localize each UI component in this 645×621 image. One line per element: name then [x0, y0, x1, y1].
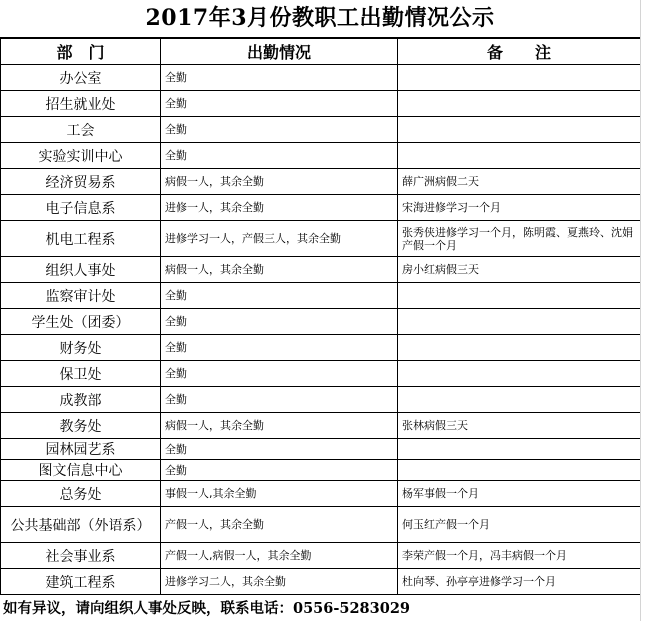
table-row	[1, 361, 641, 387]
dept-cell: 工会	[1, 117, 161, 143]
remarks-cell: 宋海进修学习一个月	[398, 195, 641, 221]
attendance-cell: 全勤	[161, 361, 398, 387]
remarks-cell: 何玉红产假一个月	[398, 507, 641, 543]
remarks-cell	[398, 439, 641, 460]
attendance-cell: 全勤	[161, 460, 398, 481]
dept-cell: 电子信息系	[1, 195, 161, 221]
dept-cell: 实验实训中心	[1, 143, 161, 169]
attendance-cell: 进修学习二人，其余全勤	[161, 569, 398, 595]
attendance-cell: 病假一人，其余全勤	[161, 413, 398, 439]
attendance-cell: 全勤	[161, 65, 398, 91]
attendance-cell: 病假一人，其余全勤	[161, 257, 398, 283]
dept-cell: 教务处	[1, 413, 161, 439]
attendance-cell: 全勤	[161, 117, 398, 143]
dept-cell: 图文信息中心	[1, 460, 161, 481]
table-row	[1, 65, 641, 91]
attendance-cell: 全勤	[161, 309, 398, 335]
remarks-cell: 杨军事假一个月	[398, 481, 641, 507]
dept-cell: 组织人事处	[1, 257, 161, 283]
dept-cell: 招生就业处	[1, 91, 161, 117]
table-row	[1, 543, 641, 569]
remarks-cell	[398, 460, 641, 481]
remarks-cell	[398, 143, 641, 169]
dept-cell: 总务处	[1, 481, 161, 507]
contact-footer: 如有异议，请向组织人事处反映，联系电话：0556-5283029	[3, 600, 410, 617]
remarks-cell	[398, 335, 641, 361]
dept-cell: 学生处（团委）	[1, 309, 161, 335]
table-row	[1, 143, 641, 169]
dept-cell: 办公室	[1, 65, 161, 91]
attendance-cell: 进修一人，其余全勤	[161, 195, 398, 221]
remarks-cell: 薛广洲病假二天	[398, 169, 641, 195]
attendance-cell: 全勤	[161, 143, 398, 169]
remarks-cell: 杜向琴、孙亭亭进修学习一个月	[398, 569, 641, 595]
dept-cell: 建筑工程系	[1, 569, 161, 595]
header-row	[1, 39, 641, 65]
sheet-right-border	[640, 0, 641, 621]
table-row	[1, 257, 641, 283]
table-row	[1, 387, 641, 413]
attendance-cell: 全勤	[161, 91, 398, 117]
attendance-cell: 病假一人，其余全勤	[161, 169, 398, 195]
table-row	[1, 507, 641, 543]
table-row	[1, 569, 641, 595]
remarks-cell	[398, 361, 641, 387]
table-row	[1, 195, 641, 221]
remarks-cell	[398, 387, 641, 413]
sheet-title: 2017年3月份教职工出勤情况公示	[0, 0, 640, 38]
table-row	[1, 117, 641, 143]
remarks-cell: 李荣产假一个月，冯丰病假一个月	[398, 543, 641, 569]
dept-cell: 社会事业系	[1, 543, 161, 569]
attendance-cell: 产假一人,病假一人，其余全勤	[161, 543, 398, 569]
dept-cell: 成教部	[1, 387, 161, 413]
remarks-cell: 张秀侠进修学习一个月，陈明霞、夏燕玲、沈娟产假一个月	[398, 221, 641, 257]
dept-cell: 机电工程系	[1, 221, 161, 257]
header-attendance: 出勤情况	[161, 39, 398, 65]
attendance-table	[0, 38, 641, 595]
table-row	[1, 335, 641, 361]
dept-cell: 监察审计处	[1, 283, 161, 309]
table-row	[1, 283, 641, 309]
attendance-cell: 全勤	[161, 283, 398, 309]
table-row	[1, 413, 641, 439]
table-row	[1, 460, 641, 481]
attendance-cell: 事假一人,其余全勤	[161, 481, 398, 507]
table-row	[1, 439, 641, 460]
attendance-cell: 全勤	[161, 439, 398, 460]
table-row	[1, 309, 641, 335]
dept-cell: 经济贸易系	[1, 169, 161, 195]
dept-cell: 园林园艺系	[1, 439, 161, 460]
remarks-cell	[398, 309, 641, 335]
remarks-cell: 房小红病假三天	[398, 257, 641, 283]
attendance-cell: 全勤	[161, 335, 398, 361]
header-remarks: 备 注	[398, 39, 641, 65]
remarks-cell	[398, 117, 641, 143]
header-dept: 部 门	[1, 39, 161, 65]
table-row	[1, 91, 641, 117]
attendance-cell: 全勤	[161, 387, 398, 413]
attendance-cell: 产假一人，其余全勤	[161, 507, 398, 543]
dept-cell: 公共基础部（外语系）	[1, 507, 161, 543]
dept-cell: 财务处	[1, 335, 161, 361]
remarks-cell	[398, 283, 641, 309]
remarks-cell	[398, 91, 641, 117]
table-row	[1, 169, 641, 195]
attendance-cell: 进修学习一人，产假三人，其余全勤	[161, 221, 398, 257]
remarks-cell: 张林病假三天	[398, 413, 641, 439]
table-row	[1, 221, 641, 257]
dept-cell: 保卫处	[1, 361, 161, 387]
table-row	[1, 481, 641, 507]
remarks-cell	[398, 65, 641, 91]
